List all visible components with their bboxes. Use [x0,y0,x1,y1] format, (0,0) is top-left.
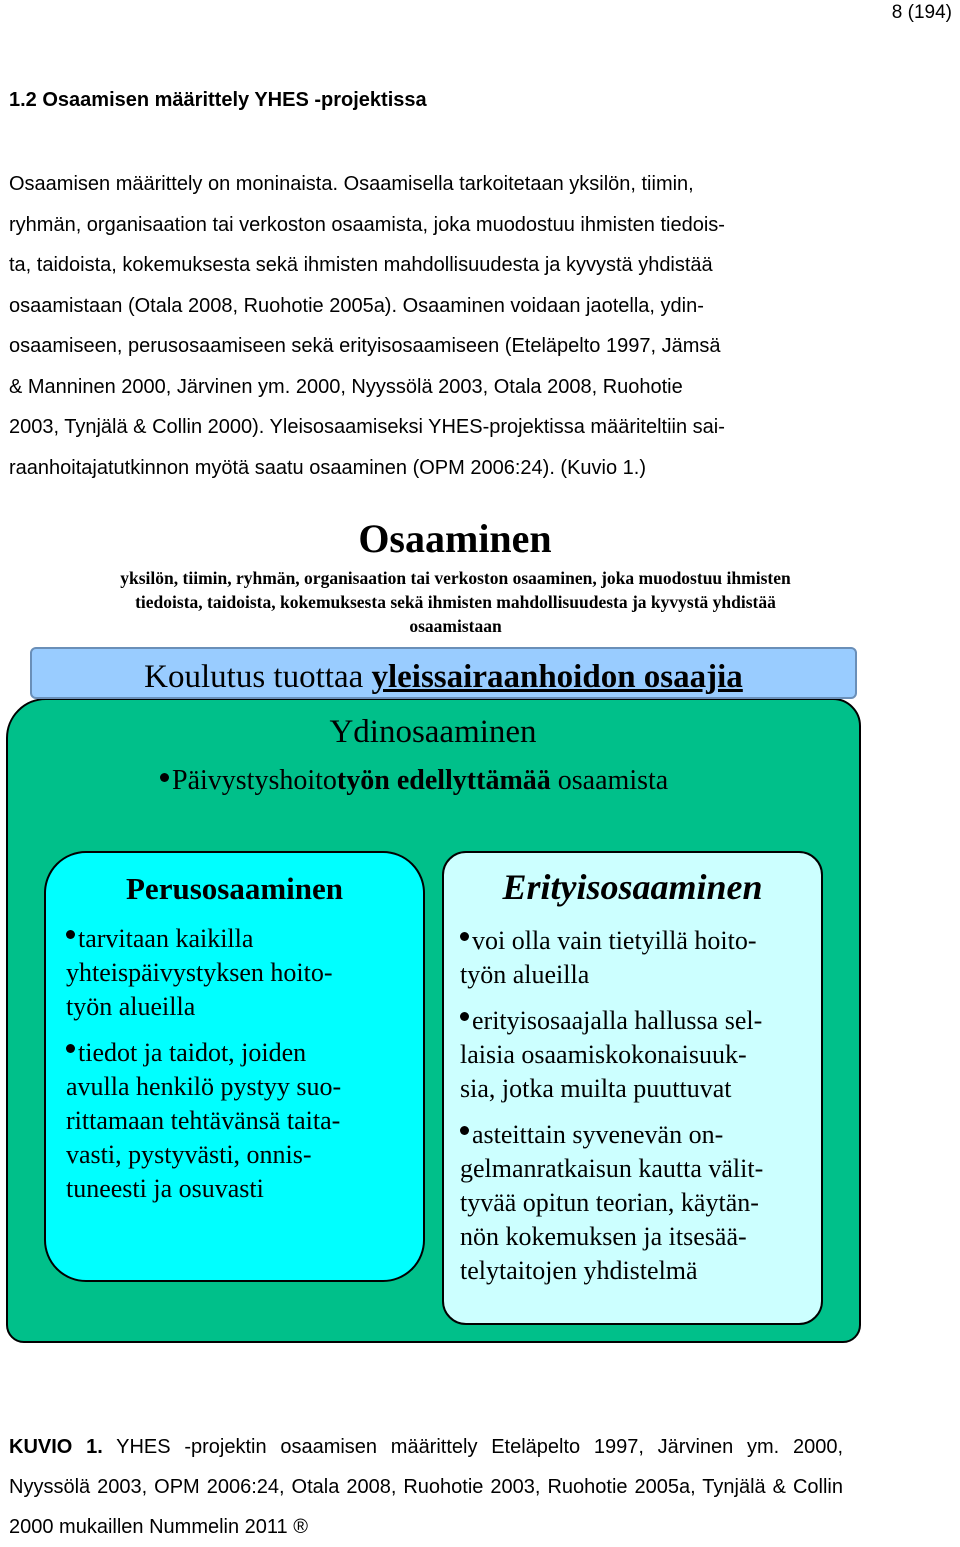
subtitle-line: osaamistaan [409,616,502,636]
basic-title: Perusosaaminen [126,871,343,906]
page-number: 8 (194) [891,2,952,23]
list-item [460,1004,810,1106]
list-line: vasti, pystyvästi, onnis- [66,1140,312,1169]
list-line: laisia osaamiskokonaisuuk- [460,1040,747,1069]
list-line: rittamaan tehtävänsä taita- [66,1106,341,1135]
list-line: tuneesti ja osuvasti [66,1174,264,1203]
core-bullet [160,765,668,797]
bullet-dot-icon [66,930,75,939]
banner-text [32,659,855,696]
paragraph-line: 2003, Tynjälä & Collin 2000). Yleisosaamiseksi YHES-projektissa määriteltiin sai- [9,416,725,438]
core-bullet-part3: osaamista [550,765,669,796]
bullet-dot-icon [66,1044,75,1053]
caption-label: KUVIO 1. [9,1436,103,1458]
paragraph-line: ryhmän, organisaation tai verkoston osaamista, joka muodostuu ihmisten tiedois- [9,213,725,236]
paragraph-line: Osaamisen määrittely on moninaista. Osaamisella tarkoitetaan yksilön, tiimin, [9,173,694,195]
list-line: työn alueilla [460,960,590,989]
list-line: voi olla vain tietyillä hoito- [472,926,757,955]
figure-caption [9,1427,843,1547]
list-line: työn alueilla [66,992,196,1021]
banner-emphasis: yleissairaanhoidon osaajia [371,659,743,695]
core-title: Ydinosaaminen [329,714,537,750]
list-line: telytaitojen yhdistelmä [460,1256,698,1285]
list-line: tiedot ja taidot, joiden [78,1038,307,1067]
list-item [66,922,406,1024]
bullet-dot-icon [160,773,169,782]
basic-list [66,922,406,1218]
list-line: gelmanratkaisun kautta välit- [460,1154,764,1183]
section-heading: 1.2 Osaamisen määrittely YHES -projektissa [9,89,427,111]
figure-subtitle [38,566,873,638]
list-item [460,924,810,992]
banner-prefix: Koulutus tuottaa [144,659,372,695]
paragraph-line: & Manninen 2000, Järvinen ym. 2000, Nyyssölä 2003, Otala 2008, Ruohotie [9,375,683,398]
list-line: tyvää opitun teorian, käytän- [460,1188,759,1217]
paragraph-line: ta, taidoista, kokemuksesta sekä ihmisten mahdollisuudesta ja kyvystä yhdistää [9,254,713,276]
list-item [66,1036,406,1206]
special-list [460,924,810,1300]
bullet-dot-icon [460,1126,469,1135]
subtitle-line: yksilön, tiimin, ryhmän, organisaation tai verkoston osaaminen, joka muodostuu ihmisten [120,568,791,588]
subtitle-line: tiedoista, taidoista, kokemuksesta sekä ihmisten mahdollisuudesta ja kyvystä yhdistää [135,592,776,612]
list-line: asteittain syvenevän on- [472,1120,724,1149]
core-bullet-part2: työn edellyttämää [336,765,551,796]
paragraph-line: raanhoitajatutkinnon myötä saatu osaaminen (OPM 2006:24). (Kuvio 1.) [9,456,647,479]
list-item [460,1118,810,1288]
paragraph-line: osaamistaan (Otala 2008, Ruohotie 2005a). Osaaminen voidaan jaotella, ydin- [9,294,704,317]
list-line: nön kokemuksen ja itsesää- [460,1222,747,1251]
list-line: avulla henkilö pystyy suo- [66,1072,342,1101]
caption-text: YHES -projektin osaamisen määrittely Eteläpelto 1997, Järvinen ym. 2000, Nyyssölä 2003, OPM 2006:24, Otala 2008, Ruohotie 2003, Ruohotie 2005a, Tynjälä & Collin 2000 mukaillen Nummelin 2011 ® [9,1436,844,1538]
list-line: tarvitaan kaikilla [78,924,254,953]
bullet-dot-icon [460,1012,469,1021]
special-title: Erityisosaaminen [502,867,763,907]
list-line: yhteispäivystyksen hoito- [66,958,333,987]
paragraph-line: osaamiseen, perusosaamiseen sekä erityisosaamiseen (Eteläpelto 1997, Jämsä [9,335,721,357]
figure-title: Osaaminen [358,516,552,561]
list-line: sia, jotka muilta puuttuvat [460,1074,732,1103]
body-paragraph [9,164,843,488]
list-line: erityisosaajalla hallussa sel- [472,1006,763,1035]
education-banner [30,647,857,699]
bullet-dot-icon [460,932,469,941]
core-bullet-part1: Päivystyshoito [172,765,337,796]
